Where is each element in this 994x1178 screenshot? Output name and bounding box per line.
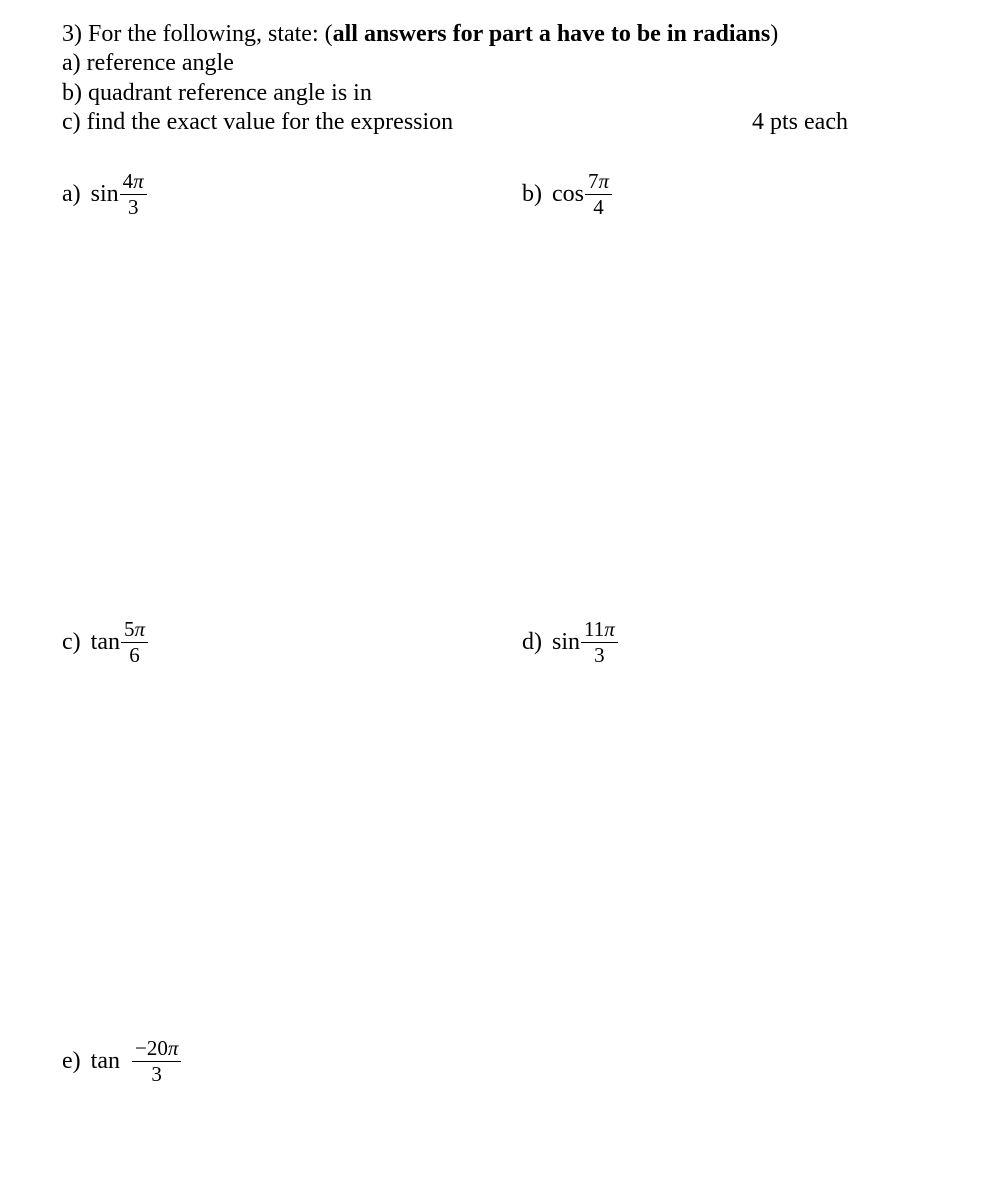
fraction-numerator	[132, 1037, 181, 1062]
fraction-denominator: 3	[127, 195, 139, 219]
numerator-coefficient: −20	[134, 1036, 168, 1060]
fraction-numerator	[581, 618, 618, 643]
instruction-part-c: c) find the exact value for the expression	[62, 109, 454, 135]
pi-symbol: π	[134, 617, 146, 641]
fraction-denominator: 3	[151, 1062, 162, 1086]
numerator-coefficient: 11	[584, 617, 605, 641]
pi-symbol: π	[167, 1036, 179, 1060]
problem-a	[62, 170, 147, 219]
instructions-close-paren: )	[770, 21, 779, 47]
trig-function: tan	[90, 1048, 120, 1074]
angle-fraction	[121, 618, 148, 667]
problem-e	[62, 1037, 181, 1086]
numerator-coefficient: 4	[122, 169, 134, 193]
instruction-part-a: a) reference angle	[62, 50, 234, 76]
trig-function: sin	[552, 629, 581, 655]
instructions-heading	[62, 20, 778, 49]
numerator-coefficient: 7	[588, 169, 599, 193]
pi-symbol: π	[598, 169, 610, 193]
problem-label: a)	[62, 181, 81, 207]
trig-function: sin	[90, 181, 119, 207]
instructions-emphasis: all answers for part a have to be in radians	[332, 21, 771, 47]
numerator-coefficient: 5	[123, 617, 135, 641]
points-label: 4 pts each	[752, 109, 848, 135]
fraction-denominator: 4	[593, 195, 604, 219]
problem-c	[62, 618, 148, 667]
problem-label: e)	[62, 1048, 81, 1074]
fraction-numerator	[121, 618, 148, 643]
angle-fraction	[581, 618, 618, 667]
problem-d	[522, 618, 618, 667]
fraction-numerator	[120, 170, 147, 195]
fraction-numerator	[585, 170, 612, 195]
instruction-part-b: b) quadrant reference angle is in	[62, 80, 372, 106]
pi-symbol: π	[133, 169, 144, 193]
trig-function: tan	[90, 629, 120, 655]
problem-b	[522, 170, 612, 219]
instructions-heading-text: 3) For the following, state: (	[62, 21, 333, 47]
trig-function: cos	[552, 181, 584, 207]
fraction-denominator: 6	[129, 643, 140, 667]
angle-fraction	[120, 170, 147, 219]
angle-fraction	[585, 170, 612, 219]
problem-label: d)	[522, 629, 542, 655]
fraction-denominator: 3	[594, 643, 605, 667]
problem-label: c)	[62, 629, 81, 655]
problem-label: b)	[522, 181, 542, 207]
angle-fraction	[132, 1037, 181, 1086]
pi-symbol: π	[604, 617, 615, 641]
